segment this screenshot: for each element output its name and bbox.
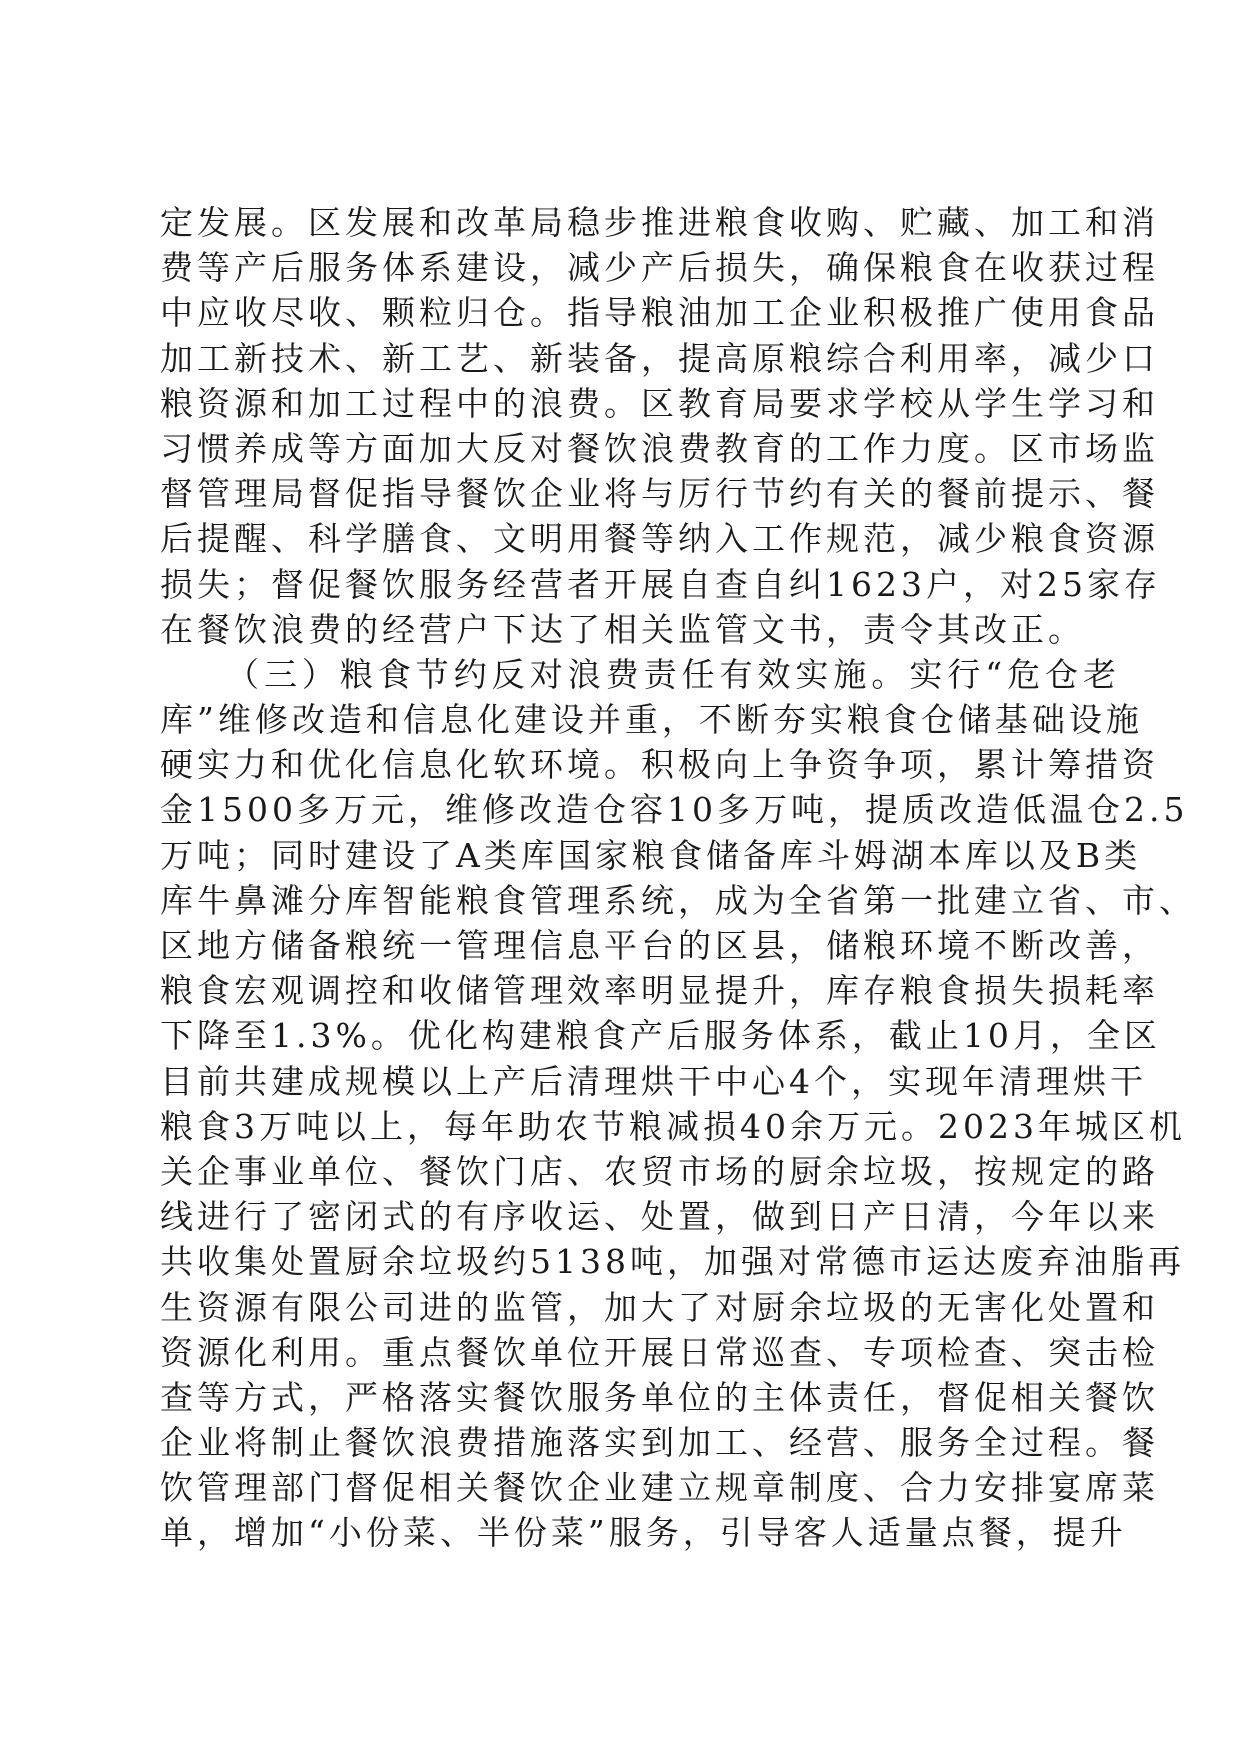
text-line: 下降至1.3%。优化构建粮食产后服务体系，截止10月，全区 xyxy=(160,1016,1161,1056)
text-line: 单，增加“小份菜、半份菜”服务，引导客人适量点餐，提升 xyxy=(160,1513,1127,1553)
text-line: 查等方式，严格落实餐饮服务单位的主体责任，督促相关餐饮 xyxy=(160,1377,1159,1417)
text-line: 习惯养成等方面加大反对餐饮浪费教育的工作力度。区市场监 xyxy=(160,428,1159,468)
text-line: 企业将制止餐饮浪费措施落实到加工、经营、服务全过程。餐 xyxy=(160,1423,1159,1463)
text-line: 在餐饮浪费的经营户下达了相关监管文书，责令其改正。 xyxy=(160,609,1085,649)
text-line: 关企事业单位、餐饮门店、农贸市场的厨余垃圾，按规定的路 xyxy=(160,1151,1159,1191)
text-line: 目前共建成规模以上产后清理烘干中心4个，实现年清理烘干 xyxy=(160,1061,1147,1101)
text-line: 损失；督促餐饮服务经营者开展自查自纠1623户，对25家存 xyxy=(160,564,1161,604)
body-text xyxy=(160,200,1196,1556)
text-line: 万吨；同时建设了A类库国家粮食储备库斗姆湖本库以及B类 xyxy=(160,835,1142,875)
text-line: 粮食3万吨以上，每年助农节粮减损40余万元。2023年城区机 xyxy=(160,1106,1186,1146)
text-line: 共收集处置厨余垃圾约5138吨，加强对常德市运达废弃油脂再 xyxy=(160,1242,1185,1282)
text-line: 硬实力和优化信息化软环境。积极向上争资争项，累计筹措资 xyxy=(160,745,1159,785)
text-line: 库牛鼻滩分库智能粮食管理系统，成为全省第一批建立省、市、 xyxy=(160,880,1196,920)
text-line: 金1500多万元，维修改造仓容10多万吨，提质改造低温仓2.5 xyxy=(160,790,1189,830)
text-line: 线进行了密闭式的有序收运、处置，做到日产日清，今年以来 xyxy=(160,1197,1159,1237)
section-heading-line: （三）粮食节约反对浪费责任有效实施。实行“危仓老 xyxy=(226,654,1120,694)
text-line: 粮食宏观调控和收储管理效率明显提升，库存粮食损失损耗率 xyxy=(160,971,1159,1011)
text-line: 粮资源和加工过程中的浪费。区教育局要求学校从学生学习和 xyxy=(160,383,1159,423)
text-line: 生资源有限公司进的监管，加大了对厨余垃圾的无害化处置和 xyxy=(160,1287,1159,1327)
text-line: 饮管理部门督促相关餐饮企业建立规章制度、合力安排宴席菜 xyxy=(160,1468,1159,1508)
text-line: 库”维修改造和信息化建设并重，不断夯实粮食仓储基础设施 xyxy=(160,700,1143,740)
text-line: 费等产后服务体系建设，减少产后损失，确保粮食在收获过程 xyxy=(160,248,1159,288)
text-line: 区地方储备粮统一管理信息平台的区县，储粮环境不断改善， xyxy=(160,926,1159,965)
text-line: 后提醒、科学膳食、文明用餐等纳入工作规范，减少粮食资源 xyxy=(160,519,1159,559)
text-line: 定发展。区发展和改革局稳步推进粮食收购、贮藏、加工和消 xyxy=(160,203,1159,242)
text-line: 督管理局督促指导餐饮企业将与厉行节约有关的餐前提示、餐 xyxy=(160,474,1159,514)
text-line: 中应收尽收、颗粒归仓。指导粮油加工企业积极推广使用食品 xyxy=(160,293,1159,333)
text-line: 资源化利用。重点餐饮单位开展日常巡查、专项检查、突击检 xyxy=(160,1332,1159,1372)
text-line: 加工新技术、新工艺、新装备，提高原粮综合利用率，减少口 xyxy=(160,338,1159,378)
